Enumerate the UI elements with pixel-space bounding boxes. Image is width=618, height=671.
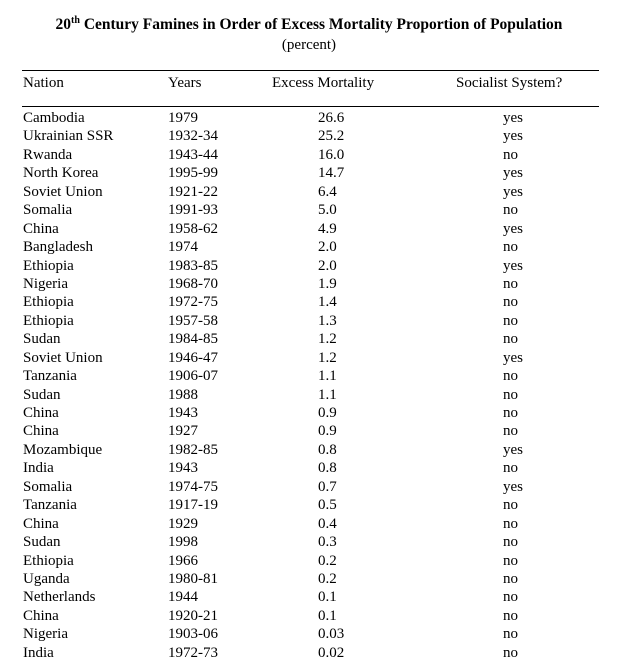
table-row — [0, 441, 618, 459]
cell-socialist-system: no — [503, 607, 518, 624]
cell-socialist-system: no — [503, 368, 518, 385]
cell-years: 1920-21 — [168, 607, 218, 624]
cell-nation: Somalia — [23, 478, 73, 495]
cell-excess-mortality: 1.2 — [318, 349, 337, 366]
cell-excess-mortality: 0.7 — [318, 478, 337, 495]
cell-socialist-system: no — [503, 460, 518, 477]
cell-years: 1995-99 — [168, 165, 218, 182]
table-row — [0, 164, 618, 182]
cell-nation: Ethiopia — [23, 257, 74, 274]
cell-socialist-system: no — [503, 275, 518, 292]
cell-excess-mortality: 0.8 — [318, 460, 337, 477]
cell-nation: China — [23, 607, 59, 624]
cell-years: 1998 — [168, 534, 198, 551]
cell-socialist-system: yes — [503, 128, 523, 145]
cell-excess-mortality: 0.2 — [318, 552, 337, 569]
table-row — [0, 183, 618, 201]
cell-nation: India — [23, 644, 54, 661]
header-years: Years — [168, 75, 202, 91]
cell-excess-mortality: 1.3 — [318, 312, 337, 329]
cell-excess-mortality: 1.1 — [318, 368, 337, 385]
table-row — [0, 293, 618, 311]
table-row — [0, 533, 618, 551]
cell-nation: Somalia — [23, 202, 73, 219]
table-row — [0, 146, 618, 164]
cell-nation: China — [23, 515, 59, 532]
cell-years: 1958-62 — [168, 220, 218, 237]
cell-years: 1974-75 — [168, 478, 218, 495]
header-rule — [22, 106, 599, 107]
table-row — [0, 478, 618, 496]
top-rule — [22, 70, 599, 71]
cell-years: 1932-34 — [168, 128, 218, 145]
table-row — [0, 201, 618, 219]
cell-socialist-system: yes — [503, 165, 523, 182]
cell-excess-mortality: 0.4 — [318, 515, 337, 532]
title-text: Century Famines in Order of Excess Mortality Proportion of Population — [79, 16, 563, 33]
header-socialist-system: Socialist System? — [456, 75, 563, 91]
cell-years: 1972-75 — [168, 294, 218, 311]
table-row — [0, 459, 618, 477]
cell-socialist-system: yes — [503, 478, 523, 495]
cell-socialist-system: yes — [503, 349, 523, 366]
table-row — [0, 109, 618, 127]
cell-socialist-system: no — [503, 423, 518, 440]
cell-socialist-system: no — [503, 552, 518, 569]
table-row — [0, 644, 618, 662]
table-row — [0, 275, 618, 293]
title-superscript: th — [71, 14, 80, 26]
cell-years: 1929 — [168, 515, 198, 532]
cell-excess-mortality: 0.9 — [318, 423, 337, 440]
cell-nation: Cambodia — [23, 110, 85, 126]
table-row — [0, 588, 618, 606]
cell-nation: Ethiopia — [23, 552, 74, 569]
cell-socialist-system: no — [503, 626, 518, 643]
cell-nation: Ethiopia — [23, 294, 74, 311]
cell-socialist-system: no — [503, 312, 518, 329]
table-body — [0, 109, 618, 662]
table-row — [0, 552, 618, 570]
table-row — [0, 127, 618, 145]
cell-socialist-system: yes — [503, 220, 523, 237]
cell-years: 1974 — [168, 239, 198, 256]
cell-nation: Soviet Union — [23, 349, 103, 366]
cell-nation: Tanzania — [23, 368, 77, 385]
cell-years: 1946-47 — [168, 349, 218, 366]
cell-socialist-system: no — [503, 386, 518, 403]
cell-nation: North Korea — [23, 165, 99, 182]
cell-years: 1944 — [168, 589, 198, 606]
cell-nation: Ukrainian SSR — [23, 128, 114, 145]
cell-socialist-system: no — [503, 515, 518, 532]
table-row — [0, 496, 618, 514]
cell-excess-mortality: 5.0 — [318, 202, 337, 219]
header-excess-mortality: Excess Mortality — [272, 75, 375, 91]
cell-nation: Mozambique — [23, 441, 103, 458]
cell-years: 1943 — [168, 405, 198, 421]
cell-nation: Ethiopia — [23, 312, 74, 329]
table-row — [0, 422, 618, 440]
cell-years: 1906-07 — [168, 368, 218, 385]
cell-socialist-system: no — [503, 534, 518, 551]
cell-socialist-system: no — [503, 331, 518, 348]
cell-nation: China — [23, 423, 59, 440]
cell-nation: China — [23, 220, 59, 237]
table-row — [0, 257, 618, 275]
cell-socialist-system: yes — [503, 183, 523, 200]
table-row — [0, 386, 618, 404]
cell-socialist-system: yes — [503, 110, 523, 126]
cell-socialist-system: no — [503, 146, 518, 163]
cell-excess-mortality: 0.1 — [318, 607, 337, 624]
table-subtitle: (percent) — [281, 37, 337, 53]
cell-nation: Sudan — [23, 386, 61, 403]
cell-excess-mortality: 25.2 — [318, 128, 345, 145]
cell-years: 1991-93 — [168, 202, 218, 219]
cell-nation: India — [23, 460, 54, 477]
cell-years: 1943 — [168, 460, 198, 477]
cell-years: 1943-44 — [168, 146, 218, 163]
cell-socialist-system: yes — [503, 441, 523, 458]
title-number: 20 — [55, 16, 72, 33]
table-row — [0, 404, 618, 422]
cell-nation: Nigeria — [23, 275, 68, 292]
table-row — [0, 515, 618, 533]
table-title — [0, 16, 618, 34]
cell-socialist-system: no — [503, 202, 518, 219]
cell-years: 1984-85 — [168, 331, 218, 348]
cell-excess-mortality: 0.1 — [318, 589, 337, 606]
cell-socialist-system: no — [503, 644, 518, 661]
cell-nation: Uganda — [23, 570, 70, 587]
cell-nation: Nigeria — [23, 626, 68, 643]
cell-excess-mortality: 16.0 — [318, 146, 345, 163]
cell-excess-mortality: 1.2 — [318, 331, 337, 348]
cell-excess-mortality: 2.0 — [318, 239, 337, 256]
cell-years: 1979 — [168, 110, 198, 126]
table-row — [0, 238, 618, 256]
table-row — [0, 625, 618, 643]
cell-socialist-system: no — [503, 497, 518, 514]
table-row — [0, 607, 618, 625]
cell-years: 1957-58 — [168, 312, 218, 329]
cell-socialist-system: no — [503, 294, 518, 311]
cell-years: 1968-70 — [168, 275, 218, 292]
cell-nation: Sudan — [23, 534, 61, 551]
cell-socialist-system: no — [503, 570, 518, 587]
table-row — [0, 312, 618, 330]
cell-years: 1972-73 — [168, 644, 218, 661]
cell-years: 1921-22 — [168, 183, 218, 200]
cell-years: 1983-85 — [168, 257, 218, 274]
cell-excess-mortality: 0.02 — [318, 644, 345, 661]
table-row — [0, 349, 618, 367]
cell-nation: Netherlands — [23, 589, 96, 606]
cell-nation: China — [23, 405, 59, 421]
cell-excess-mortality: 0.3 — [318, 534, 337, 551]
cell-excess-mortality: 14.7 — [318, 165, 345, 182]
cell-excess-mortality: 0.03 — [318, 626, 345, 643]
cell-excess-mortality: 0.2 — [318, 570, 337, 587]
cell-excess-mortality: 1.1 — [318, 386, 337, 403]
cell-years: 1927 — [168, 423, 198, 440]
cell-excess-mortality: 0.5 — [318, 497, 337, 514]
cell-excess-mortality: 2.0 — [318, 257, 337, 274]
cell-excess-mortality: 0.8 — [318, 441, 337, 458]
cell-nation: Rwanda — [23, 146, 73, 163]
cell-excess-mortality: 26.6 — [318, 110, 345, 126]
cell-years: 1966 — [168, 552, 198, 569]
cell-years: 1982-85 — [168, 441, 218, 458]
header-nation: Nation — [23, 75, 64, 91]
cell-excess-mortality: 4.9 — [318, 220, 337, 237]
cell-excess-mortality: 1.9 — [318, 275, 337, 292]
cell-nation: Tanzania — [23, 497, 77, 514]
cell-socialist-system: yes — [503, 257, 523, 274]
cell-excess-mortality: 0.9 — [318, 405, 337, 421]
cell-excess-mortality: 1.4 — [318, 294, 337, 311]
cell-years: 1903-06 — [168, 626, 218, 643]
table-row — [0, 330, 618, 348]
cell-nation: Soviet Union — [23, 183, 103, 200]
cell-socialist-system: no — [503, 239, 518, 256]
table-row — [0, 220, 618, 238]
table-row — [0, 570, 618, 588]
cell-years: 1980-81 — [168, 570, 218, 587]
cell-socialist-system: no — [503, 589, 518, 606]
cell-nation: Sudan — [23, 331, 61, 348]
cell-years: 1988 — [168, 386, 198, 403]
cell-years: 1917-19 — [168, 497, 218, 514]
cell-socialist-system: no — [503, 405, 518, 421]
table-row — [0, 367, 618, 385]
cell-nation: Bangladesh — [23, 239, 93, 256]
cell-excess-mortality: 6.4 — [318, 183, 337, 200]
